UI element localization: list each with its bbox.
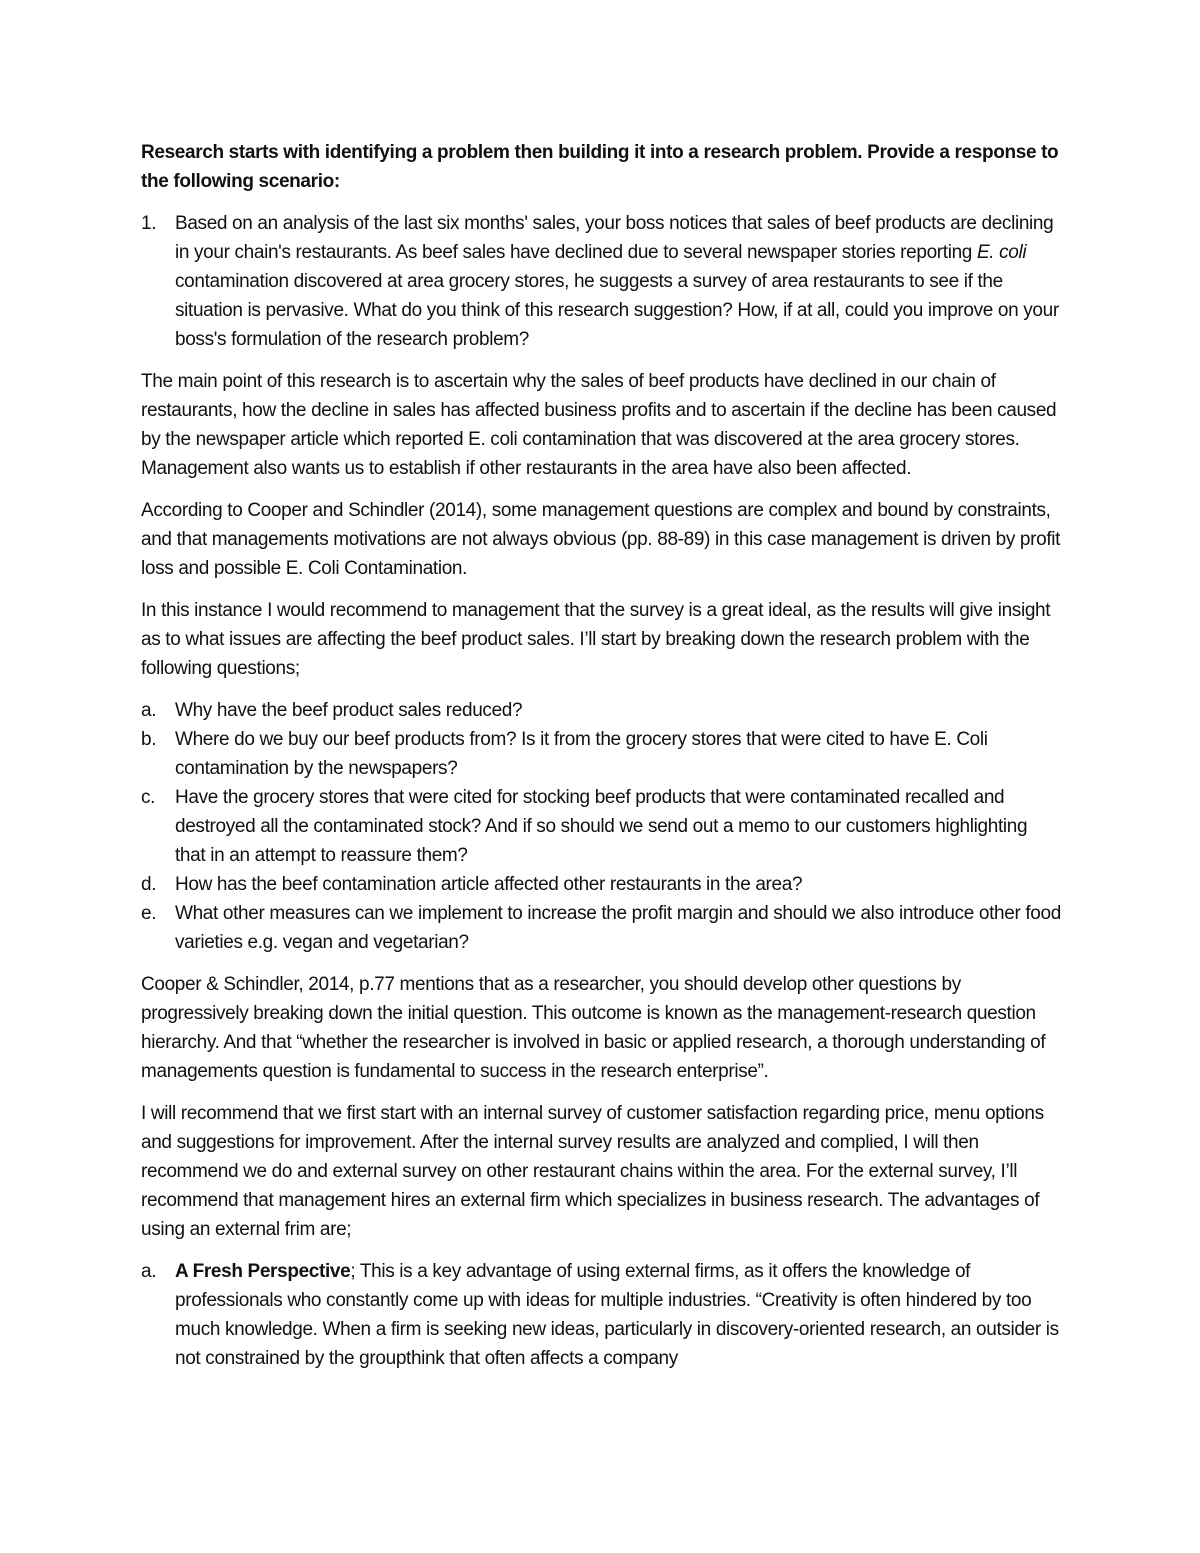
scenario-text-italic: E. coli bbox=[976, 242, 1027, 263]
list-marker: e. bbox=[141, 903, 157, 924]
list-item-text: Have the grocery stores that were cited for stocking beef products that were contaminated recalled and destroyed all the contaminated stock? And if so should we send out a memo to our customers highlighting that in an attempt to reassure them? bbox=[175, 787, 1028, 866]
list-marker: b. bbox=[141, 729, 157, 750]
scenario-list bbox=[141, 209, 1061, 354]
list-item bbox=[141, 783, 1061, 870]
list-marker: 1. bbox=[141, 213, 157, 234]
questions-list bbox=[141, 696, 1061, 957]
list-item bbox=[141, 899, 1061, 957]
list-marker: c. bbox=[141, 787, 156, 808]
scenario-text-before: Based on an analysis of the last six months' sales, your boss notices that sales of beef products are declining in your chain's restaurants. As beef sales have declined due to several newspaper stories reporting bbox=[175, 213, 1054, 263]
scenario-item bbox=[141, 209, 1061, 354]
list-item-text: ; This is a key advantage of using external firms, as it offers the knowledge of professionals who constantly come up with ideas for multiple industries. “Creativity is often hindered by too much knowledge. When a firm is seeking new ideas, particularly in discovery-oriented research, an outsider is not constrained by the groupthink that often affects a company bbox=[175, 1261, 1059, 1369]
list-item-text: What other measures can we implement to increase the profit margin and should we also introduce other food varieties e.g. vegan and vegetarian? bbox=[175, 903, 1061, 953]
document-page bbox=[141, 138, 1061, 1386]
assignment-heading: Research starts with identifying a problem then building it into a research problem. Provide a response to the following scenario: bbox=[141, 142, 1059, 192]
scenario-text-after: contamination discovered at area grocery stores, he suggests a survey of area restaurants to see if the situation is pervasive. What do you think of this research suggestion? How, if at all, could you improve on your boss's formulation of the research problem? bbox=[175, 271, 1059, 350]
advantage-title: A Fresh Perspective bbox=[175, 1261, 351, 1282]
body-paragraph: In this instance I would recommend to management that the survey is a great ideal, as the results will give insight as to what issues are affecting the beef product sales. I’ll start by breaking down the research problem with the following questions; bbox=[141, 600, 1051, 679]
body-paragraph: The main point of this research is to ascertain why the sales of beef products have declined in our chain of restaurants, how the decline in sales has affected business profits and to ascertain if the decline has been caused by the newspaper article which reported E. coli contamination that was discovered at the area grocery stores. Management also wants us to establish if other restaurants in the area have also been affected. bbox=[141, 371, 1057, 479]
advantages-list bbox=[141, 1257, 1061, 1373]
list-marker: a. bbox=[141, 1261, 157, 1282]
list-item-text: How has the beef contamination article affected other restaurants in the area? bbox=[175, 874, 803, 895]
list-marker: d. bbox=[141, 874, 157, 895]
list-item bbox=[141, 870, 1061, 899]
list-marker: a. bbox=[141, 700, 157, 721]
body-paragraph: According to Cooper and Schindler (2014), some management questions are complex and bound by constraints, and that managements motivations are not always obvious (pp. 88-89) in this case management is driven by profit loss and possible E. Coli Contamination. bbox=[141, 500, 1061, 579]
list-item bbox=[141, 725, 1061, 783]
list-item-text: Why have the beef product sales reduced? bbox=[175, 700, 523, 721]
body-paragraph: I will recommend that we first start with an internal survey of customer satisfaction regarding price, menu options and suggestions for improvement. After the internal survey results are analyzed and complied, I will then recommend we do and external survey on other restaurant chains within the area. For the external survey, I’ll recommend that management hires an external firm which specializes in business research. The advantages of using an external frim are; bbox=[141, 1103, 1044, 1240]
body-paragraph: Cooper & Schindler, 2014, p.77 mentions that as a researcher, you should develop other questions by progressively breaking down the initial question. This outcome is known as the management-research question hierarchy. And that “whether the researcher is involved in basic or applied research, a thorough understanding of managements question is fundamental to success in the research enterprise”. bbox=[141, 974, 1046, 1082]
list-item bbox=[141, 696, 1061, 725]
list-item-text: Where do we buy our beef products from? Is it from the grocery stores that were cited to have E. Coli contamination by the newspapers? bbox=[175, 729, 988, 779]
list-item bbox=[141, 1257, 1061, 1373]
